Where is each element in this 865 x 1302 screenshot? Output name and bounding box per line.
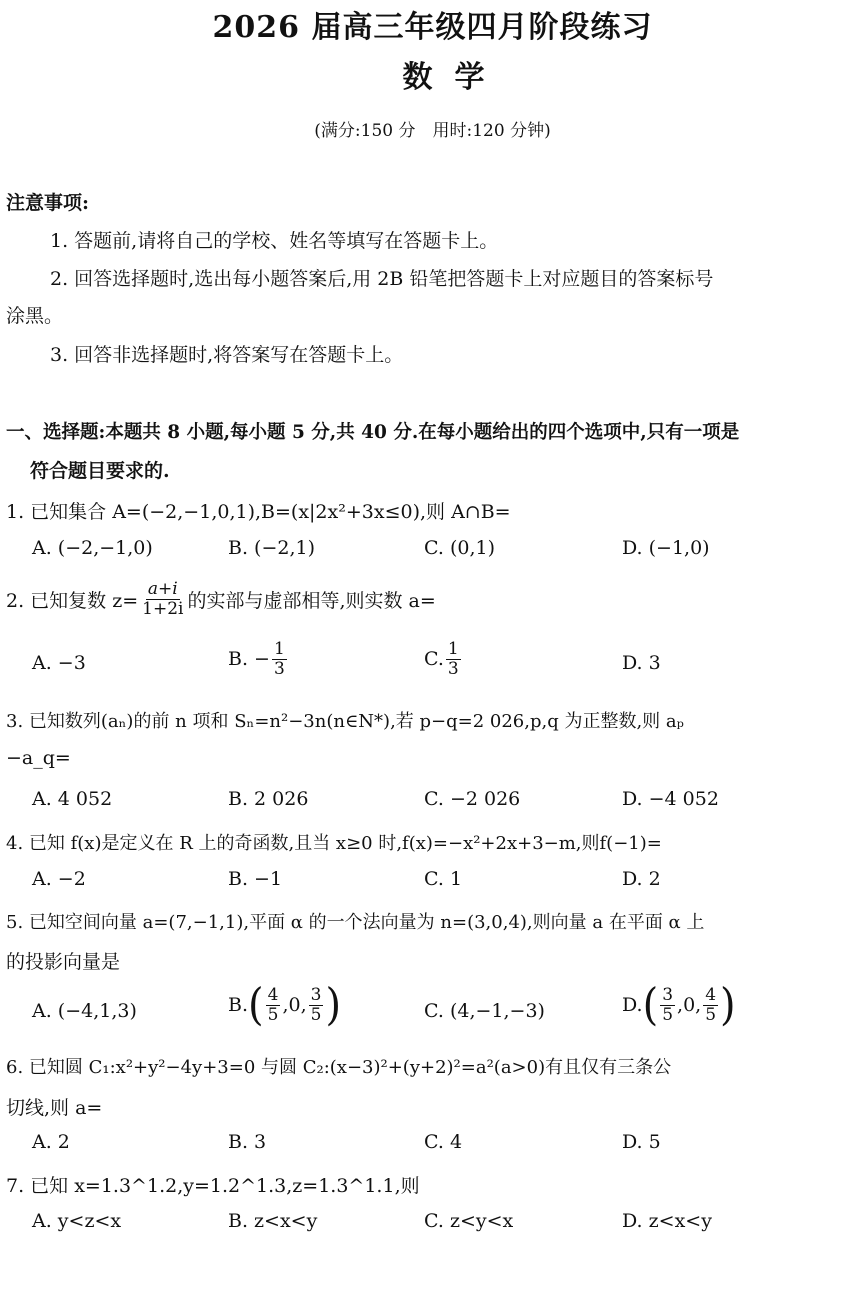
question-7-option-c: C. z<y<x: [424, 1210, 514, 1232]
question-5-stem-cont: 的投影向量是: [6, 951, 121, 973]
question-7-option-d: D. z<x<y: [622, 1210, 712, 1232]
question-5-option-d-mid: ,0,: [677, 994, 702, 1016]
question-4-option-a: A. −2: [32, 868, 86, 890]
fraction-numerator: 1: [273, 639, 285, 659]
fraction-denominator: 3: [273, 658, 285, 679]
question-7-option-b: B. z<x<y: [228, 1210, 318, 1232]
question-3-option-a: A. 4 052: [32, 788, 113, 810]
subject-title: 数学: [402, 60, 507, 95]
question-7-stem: 7. 已知 x=1.3^1.2,y=1.2^1.3,z=1.3^1.1,则: [6, 1175, 420, 1197]
question-5-option-b-frac-2: [309, 986, 324, 1024]
question-1-stem: 1. 已知集合 A=(−2,−1,0,1),B=(x|2x²+3x≤0),则 A∩B=: [6, 501, 511, 523]
question-5-option-b-mid: ,0,: [282, 994, 307, 1016]
question-2-option-b-fraction: [272, 640, 287, 678]
question-7-option-a: A. y<z<x: [32, 1210, 122, 1232]
fraction-numerator: 3: [662, 984, 674, 1005]
question-3-option-b: B. 2 026: [228, 788, 309, 810]
notice-heading: 注意事项:: [6, 192, 90, 214]
section-heading: 一、选择题:本题共 8 小题,每小题 5 分,共 40 分.在每小题给出的四个选项中,只有一项是: [6, 422, 740, 443]
question-4-option-b: B. −1: [228, 868, 283, 890]
question-2-option-b: [228, 640, 289, 678]
question-2-option-b-label: B. −: [228, 648, 270, 671]
fraction-numerator: 4: [267, 984, 279, 1005]
question-2-stem-pre: 2. 已知复数 z=: [6, 589, 139, 612]
question-6-option-d: D. 5: [622, 1131, 661, 1153]
right-paren-icon: ): [720, 979, 736, 1031]
question-6-option-a: A. 2: [32, 1131, 70, 1153]
question-3-option-d: D. −4 052: [622, 788, 719, 810]
left-paren-icon: (: [642, 979, 659, 1031]
question-2-fraction: [140, 580, 185, 618]
fraction-denominator: 5: [705, 1004, 717, 1025]
fraction-numerator: 4: [705, 984, 717, 1005]
question-6-option-c: C. 4: [424, 1131, 463, 1153]
question-2-option-c: [424, 640, 463, 678]
question-5-option-c: C. (4,−1,−3): [424, 1000, 545, 1022]
notice-item-2: 2. 回答选择题时,选出每小题答案后,用 2B 铅笔把答题卡上对应题目的答案标号: [50, 268, 714, 290]
notice-item-2-cont: 涂黑。: [6, 305, 64, 327]
question-5-option-d: [622, 979, 736, 1031]
question-3-stem-cont: −a_q=: [6, 747, 71, 769]
question-5-option-d-frac-2: [703, 986, 718, 1024]
fraction-numerator: 3: [310, 984, 322, 1005]
question-6-option-b: B. 3: [228, 1131, 267, 1153]
question-2-option-c-label: C.: [424, 648, 444, 671]
notice-item-3: 3. 回答非选择题时,将答案写在答题卡上。: [50, 344, 404, 366]
question-2-option-c-fraction: [446, 640, 461, 678]
question-5-option-b-frac-1: [266, 986, 281, 1024]
question-5-option-d-frac-1: [660, 986, 675, 1024]
fraction-denominator: 5: [310, 1004, 322, 1025]
exam-meta: (满分:150 分 用时:120 分钟): [314, 121, 551, 141]
question-2-option-d: D. 3: [622, 652, 661, 674]
question-1-option-d: D. (−1,0): [622, 537, 710, 559]
question-5-option-a: A. (−4,1,3): [32, 1000, 137, 1022]
section-heading-cont: 符合题目要求的.: [30, 460, 170, 482]
question-3-option-c: C. −2 026: [424, 788, 521, 810]
question-1-option-a: A. (−2,−1,0): [32, 537, 153, 559]
question-1-option-c: C. (0,1): [424, 537, 495, 559]
question-6-stem-cont: 切线,则 a=: [6, 1097, 103, 1119]
question-1-option-b: B. (−2,1): [228, 537, 316, 559]
question-5-option-d-label: D.: [622, 994, 643, 1016]
left-paren-icon: (: [248, 979, 264, 1031]
right-paren-icon: ): [325, 979, 342, 1031]
question-2-stem-post: 的实部与虚部相等,则实数 a=: [187, 589, 436, 612]
question-5-option-b: [228, 979, 342, 1031]
question-6-stem: 6. 已知圆 C₁:x²+y²−4y+3=0 与圆 C₂:(x−3)²+(y+2)²=a²(a>0)有且仅有三条公: [6, 1057, 672, 1078]
fraction-denominator: 3: [447, 658, 459, 679]
fraction-numerator: 1: [447, 639, 459, 659]
question-2-fraction-denominator: 1+2i: [142, 598, 184, 619]
exam-title: 2026 届高三年级四月阶段练习: [212, 10, 653, 45]
question-3-stem: 3. 已知数列(aₙ)的前 n 项和 Sₙ=n²−3n(n∈N*),若 p−q=2 026,p,q 为正整数,则 aₚ: [6, 711, 684, 732]
question-2-fraction-numerator: a+i: [147, 579, 178, 599]
fraction-denominator: 5: [267, 1004, 279, 1025]
question-4-stem: 4. 已知 f(x)是定义在 R 上的奇函数,且当 x≥0 时,f(x)=−x²+2x+3−m,则f(−1)=: [6, 833, 662, 854]
question-2-option-a: A. −3: [32, 652, 86, 674]
question-5-option-b-label: B.: [228, 994, 249, 1016]
question-2-stem: [6, 580, 436, 618]
question-4-option-c: C. 1: [424, 868, 463, 890]
fraction-denominator: 5: [662, 1004, 674, 1025]
question-5-stem: 5. 已知空间向量 a=(7,−1,1),平面 α 的一个法向量为 n=(3,0,4),则向量 a 在平面 α 上: [6, 912, 705, 933]
question-4-option-d: D. 2: [622, 868, 661, 890]
notice-item-1: 1. 答题前,请将自己的学校、姓名等填写在答题卡上。: [50, 230, 499, 252]
